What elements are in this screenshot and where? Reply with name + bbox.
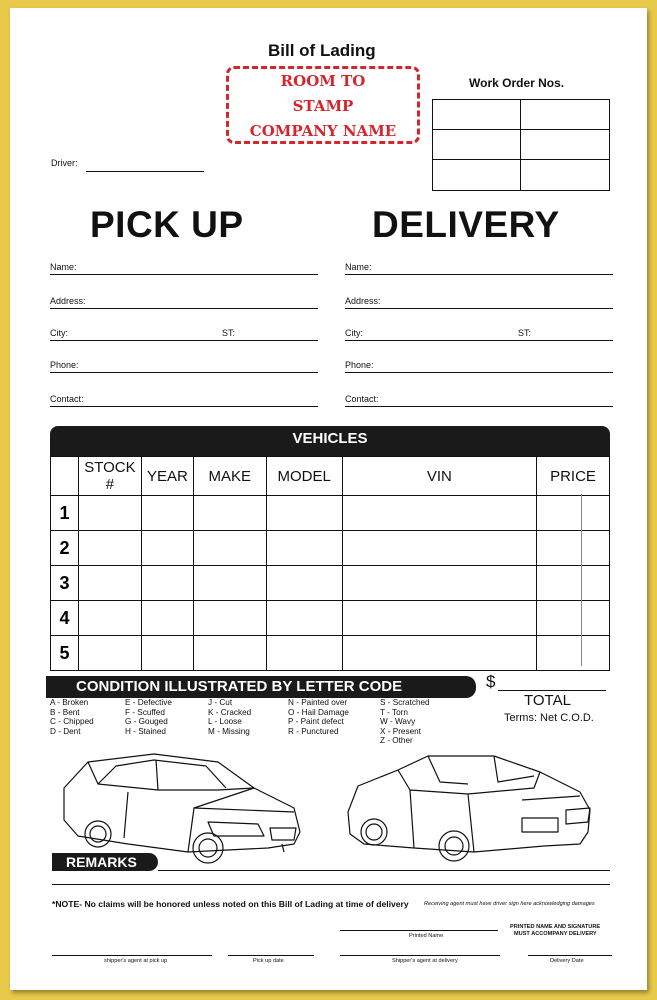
stock-cell[interactable] bbox=[78, 601, 141, 636]
condition-code: K - Cracked bbox=[208, 707, 252, 717]
column-header-price: PRICE bbox=[537, 457, 610, 496]
condition-code: O - Hail Damage bbox=[288, 707, 349, 717]
price-cell[interactable] bbox=[537, 636, 610, 671]
shipper-delivery-signature-field[interactable] bbox=[340, 955, 500, 956]
row-number: 3 bbox=[51, 566, 79, 601]
bill-of-lading-form bbox=[10, 8, 647, 990]
column-header-year: YEAR bbox=[141, 457, 193, 496]
condition-codes-col-5 bbox=[380, 698, 430, 746]
delivery-address-field[interactable] bbox=[345, 308, 613, 309]
price-cell[interactable] bbox=[537, 531, 610, 566]
row-number: 1 bbox=[51, 496, 79, 531]
vehicles-header-row bbox=[51, 457, 610, 496]
delivery-heading: DELIVERY bbox=[372, 204, 560, 245]
condition-code: B - Bent bbox=[50, 707, 80, 717]
year-cell[interactable] bbox=[141, 566, 193, 601]
delivery-date-label: Delivery Date bbox=[550, 958, 584, 964]
delivery-contact-field[interactable] bbox=[345, 406, 613, 407]
pickup-city-label: City: bbox=[50, 328, 68, 338]
vehicles-table bbox=[50, 456, 610, 671]
price-cell[interactable] bbox=[537, 566, 610, 601]
pickup-phone-field[interactable] bbox=[50, 372, 318, 373]
work-order-cell[interactable] bbox=[433, 100, 521, 130]
pickup-address-label: Address: bbox=[50, 296, 86, 306]
make-cell[interactable] bbox=[193, 566, 266, 601]
pickup-date-label: Pick up date bbox=[253, 958, 284, 964]
price-cents-divider bbox=[581, 494, 582, 666]
condition-code: H - Stained bbox=[125, 726, 166, 736]
pickup-date-field[interactable] bbox=[228, 955, 314, 956]
stock-cell[interactable] bbox=[78, 566, 141, 601]
condition-code: E - Defective bbox=[125, 698, 172, 707]
year-cell[interactable] bbox=[141, 636, 193, 671]
car-front-left-icon bbox=[58, 748, 304, 866]
remarks-line[interactable] bbox=[158, 870, 610, 871]
condition-codes-col-3 bbox=[208, 698, 251, 736]
pickup-contact-field[interactable] bbox=[50, 406, 318, 407]
year-cell[interactable] bbox=[141, 531, 193, 566]
stamp-line-1: ROOM TO bbox=[280, 72, 366, 90]
vehicles-header-bar: VEHICLES bbox=[50, 426, 610, 456]
make-cell[interactable] bbox=[193, 531, 266, 566]
claims-note: *NOTE- No claims will be honored unless noted on this Bill of Lading at time of delivery bbox=[52, 899, 409, 909]
driver-field[interactable] bbox=[86, 171, 204, 172]
pickup-phone-label: Phone: bbox=[50, 360, 79, 370]
delivery-st-label: ST: bbox=[518, 328, 532, 338]
condition-code: C - Chipped bbox=[50, 717, 94, 726]
model-cell[interactable] bbox=[266, 531, 342, 566]
condition-codes-col-4 bbox=[288, 698, 349, 736]
table-row bbox=[51, 496, 610, 531]
condition-code: R - Punctured bbox=[288, 726, 339, 736]
table-row bbox=[51, 566, 610, 601]
delivery-phone-field[interactable] bbox=[345, 372, 613, 373]
work-order-cell[interactable] bbox=[433, 160, 521, 190]
condition-code: Z - Other bbox=[380, 736, 413, 745]
work-order-label: Work Order Nos. bbox=[469, 76, 565, 90]
terms-label: Terms: Net C.O.D. bbox=[504, 712, 594, 724]
pickup-st-label: ST: bbox=[222, 328, 236, 338]
work-order-cell[interactable] bbox=[521, 130, 609, 160]
stock-cell[interactable] bbox=[78, 496, 141, 531]
make-cell[interactable] bbox=[193, 636, 266, 671]
condition-codes-col-2 bbox=[125, 698, 172, 736]
vin-cell[interactable] bbox=[342, 636, 536, 671]
make-cell[interactable] bbox=[193, 601, 266, 636]
delivery-contact-label: Contact: bbox=[345, 394, 379, 404]
dollar-sign: $ bbox=[486, 672, 496, 691]
row-number: 4 bbox=[51, 601, 79, 636]
form-title: Bill of Lading bbox=[268, 41, 376, 60]
condition-code: F - Scuffed bbox=[125, 707, 165, 717]
model-cell[interactable] bbox=[266, 636, 342, 671]
accompany-delivery-note: MUST ACCOMPANY DELIVERY bbox=[514, 931, 597, 937]
pickup-address-field[interactable] bbox=[50, 308, 318, 309]
work-order-cell[interactable] bbox=[433, 130, 521, 160]
column-header-vin: VIN bbox=[342, 457, 536, 496]
condition-code: S - Scratched bbox=[380, 698, 430, 707]
stamp-line-2: STAMP bbox=[292, 97, 354, 115]
stock-cell[interactable] bbox=[78, 636, 141, 671]
condition-header-bar: CONDITION ILLUSTRATED BY LETTER CODE bbox=[46, 676, 476, 698]
row-number: 5 bbox=[51, 636, 79, 671]
company-stamp-placeholder bbox=[226, 66, 420, 144]
delivery-phone-label: Phone: bbox=[345, 360, 374, 370]
pickup-contact-label: Contact: bbox=[50, 394, 84, 404]
work-order-cell[interactable] bbox=[521, 100, 609, 130]
make-cell[interactable] bbox=[193, 496, 266, 531]
pickup-name-label: Name: bbox=[50, 262, 77, 272]
pickup-city-field[interactable] bbox=[50, 340, 318, 341]
vin-cell[interactable] bbox=[342, 601, 536, 636]
stamp-line-3: COMPANY NAME bbox=[249, 122, 397, 140]
condition-code: D - Dent bbox=[50, 726, 81, 736]
condition-code: X - Present bbox=[380, 726, 421, 736]
condition-code: G - Gouged bbox=[125, 717, 168, 726]
remarks-line[interactable] bbox=[52, 884, 610, 885]
condition-code: N - Painted over bbox=[288, 698, 348, 707]
column-header-stock: STOCK # bbox=[78, 457, 141, 496]
row-number-header bbox=[51, 457, 79, 496]
total-label: TOTAL bbox=[524, 692, 571, 709]
shipper-pickup-signature-field[interactable] bbox=[52, 955, 212, 956]
condition-code: J - Cut bbox=[208, 698, 233, 707]
table-row bbox=[51, 601, 610, 636]
vin-cell[interactable] bbox=[342, 566, 536, 601]
delivery-name-field[interactable] bbox=[345, 274, 613, 275]
car-rear-right-icon bbox=[344, 748, 596, 866]
work-order-cell[interactable] bbox=[521, 160, 609, 190]
model-cell[interactable] bbox=[266, 601, 342, 636]
shipper-pickup-label: shipper's agent at pick up bbox=[104, 958, 168, 964]
delivery-date-field[interactable] bbox=[528, 955, 612, 956]
column-header-make: MAKE bbox=[193, 457, 266, 496]
condition-code: T - Torn bbox=[380, 707, 408, 717]
model-cell[interactable] bbox=[266, 496, 342, 531]
pickup-heading: PICK UP bbox=[90, 204, 244, 245]
delivery-address-label: Address: bbox=[345, 296, 381, 306]
condition-code: A - Broken bbox=[50, 698, 89, 707]
condition-code: L - Loose bbox=[208, 717, 242, 726]
vin-cell[interactable] bbox=[342, 496, 536, 531]
delivery-name-label: Name: bbox=[345, 262, 372, 272]
condition-code: P - Paint defect bbox=[288, 717, 344, 726]
row-number: 2 bbox=[51, 531, 79, 566]
printed-name-label: Printed Name bbox=[409, 933, 444, 939]
condition-codes-col-1 bbox=[50, 698, 94, 736]
work-order-grid[interactable] bbox=[432, 99, 610, 191]
table-row bbox=[51, 531, 610, 566]
column-header-model: MODEL bbox=[266, 457, 342, 496]
year-cell[interactable] bbox=[141, 496, 193, 531]
printed-name-field[interactable] bbox=[340, 930, 498, 931]
remarks-label-bar: REMARKS bbox=[52, 853, 158, 871]
receiving-agent-note: Receiving agent must have driver sign here acknowledging damages bbox=[424, 901, 595, 907]
shipper-delivery-label: Shipper's agent at delivery bbox=[392, 958, 458, 964]
pickup-name-field[interactable] bbox=[50, 274, 318, 275]
condition-code: W - Wavy bbox=[380, 717, 416, 726]
year-cell[interactable] bbox=[141, 601, 193, 636]
condition-code: M - Missing bbox=[208, 726, 250, 736]
total-amount-field[interactable] bbox=[498, 690, 606, 691]
delivery-city-field[interactable] bbox=[345, 340, 613, 341]
price-cell[interactable] bbox=[537, 496, 610, 531]
table-row bbox=[51, 636, 610, 671]
stock-cell[interactable] bbox=[78, 531, 141, 566]
delivery-city-label: City: bbox=[345, 328, 363, 338]
vin-cell[interactable] bbox=[342, 531, 536, 566]
printed-name-signature-note: PRINTED NAME AND SIGNATURE bbox=[510, 924, 601, 930]
price-cell[interactable] bbox=[537, 601, 610, 636]
driver-label: Driver: bbox=[51, 158, 78, 168]
model-cell[interactable] bbox=[266, 566, 342, 601]
